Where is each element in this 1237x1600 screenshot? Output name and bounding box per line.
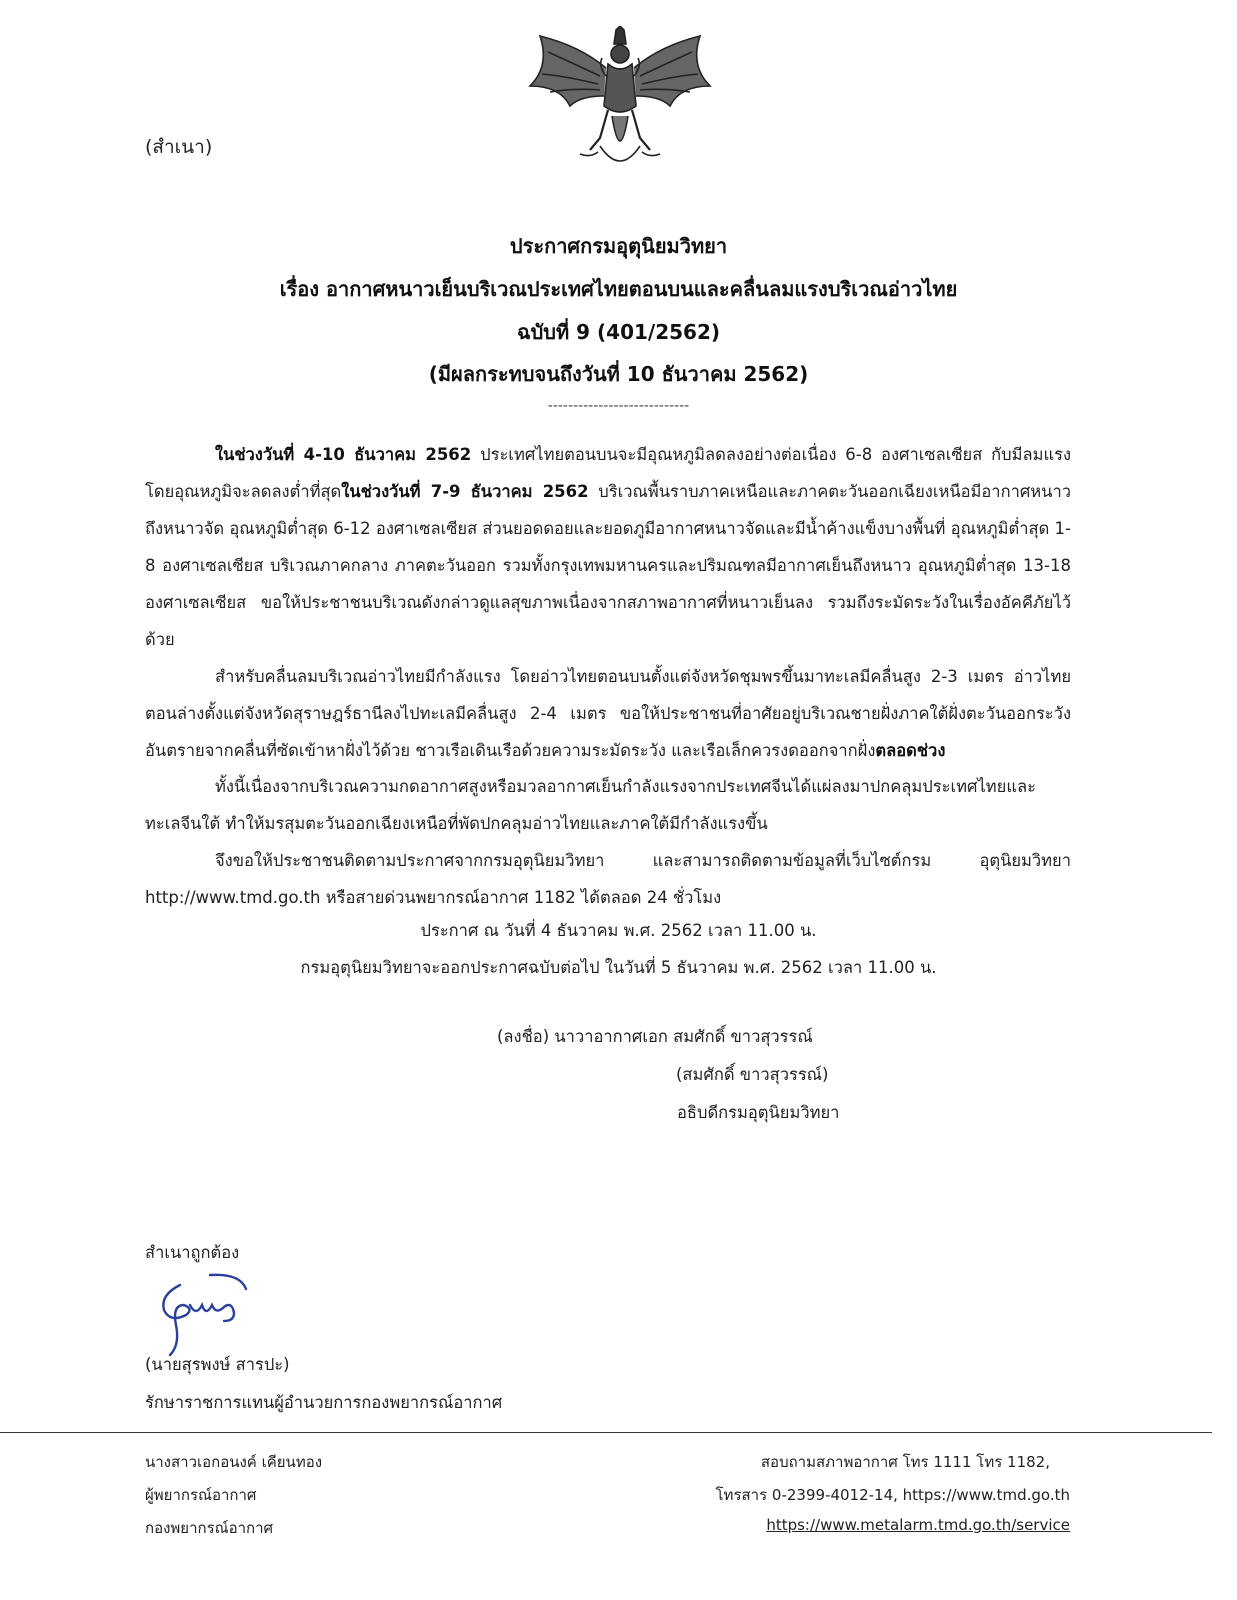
footer-divider [0, 1432, 1212, 1433]
paragraph-bold-dates: ในช่วงวันที่ 7-9 ธันวาคม 2562 [341, 482, 589, 501]
forecaster-title: ผู้พยากรณ์อากาศ [145, 1486, 257, 1504]
paragraph-bold-dates: ในช่วงวันที่ 4-10 ธันวาคม 2562 [215, 445, 472, 464]
signatory-name: (สมศักดิ์ ขาวสุวรรณ์) [676, 1065, 829, 1084]
paragraph-text: จึงขอให้ประชาชนติดตามประกาศจากกรมอุตุนิยมวิทยา และสามารถติดตามข้อมูลที่เว็บไซต์กรม อุตุนิยมวิทยา http://www.tmd.go.th หรือสายด่วนพยากรณ์อากาศ 1182 ได้ตลอด 24 ชั่วโมง [145, 851, 1071, 907]
paragraph-bold-text: ตลอดช่วง [875, 741, 946, 760]
metalarm-link-text[interactable]: https://www.metalarm.tmd.go.th/service [766, 1516, 1070, 1534]
next-announce-date: กรมอุตุนิยมวิทยาจะออกประกาศฉบับต่อไป ในวันที่ 5 ธันวาคม พ.ศ. 2562 เวลา 11.00 น. [300, 958, 937, 977]
paragraph-waves [145, 658, 1071, 769]
copy-mark: (สำเนา) [145, 136, 213, 158]
announcement-issue: ฉบับที่ 9 (401/2562) [516, 320, 721, 344]
certified-copy-label: สำเนาถูกต้อง [145, 1243, 240, 1262]
announcement-subject: เรื่อง อากาศหนาวเย็นบริเวณประเทศไทยตอนบนและคลื่นลมแรงบริเวณอ่าวไทย [279, 277, 958, 301]
paragraph-follow [145, 842, 1071, 916]
announcement-heading: ประกาศกรมอุตุนิยมวิทยา [509, 234, 728, 258]
certifier-position: รักษาราชการแทนผู้อำนวยการกองพยากรณ์อากาศ [145, 1393, 503, 1412]
signatory-signed: (ลงชื่อ) นาวาอากาศเอก สมศักดิ์ ขาวสุวรรณ์ [497, 1027, 813, 1046]
forecaster-name: นางสาวเอกอนงค์ เคียนทอง [145, 1453, 323, 1471]
title-divider: ---------------------------- [547, 398, 690, 414]
handwritten-signature [150, 1265, 250, 1360]
metalarm-link[interactable] [766, 1516, 1070, 1534]
contact-fax-website: โทรสาร 0-2399-4012-14, https://www.tmd.go.th [715, 1486, 1070, 1504]
announcement-effective: (มีผลกระทบจนถึงวันที่ 10 ธันวาคม 2562) [428, 362, 809, 386]
paragraph-cold-weather [145, 436, 1071, 658]
contact-phone: สอบถามสภาพอากาศ โทร 1111 โทร 1182, [760, 1453, 1050, 1471]
paragraph-text: บริเวณพื้นราบภาคเหนือและภาคตะวันออกเฉียงเหนือมีอากาศหนาวถึงหนาวจัด อุณหภูมิต่ำสุด 6-12 องศาเซลเซียส ส่วนยอดดอยและยอดภูมีอากาศหนาวจัดและมีน้ำค้างแข็งบางพื้นที่ อุณหภูมิต่ำสุด 1-8 องศาเซลเซียส บริเวณภาคกลาง ภาคตะวันออก รวมทั้งกรุงเทพมหานครและปริมณฑลมีอากาศเย็นถึงหนาว อุณหภูมิต่ำสุด 13-18 องศาเซลเซียส ขอให้ประชาชนบริเวณดังกล่าวดูแลสุขภาพเนื่องจากสภาพอากาศที่หนาวเย็นลง รวมถึงระมัดระวังในเรื่องอัคคีภัยไว้ด้วย [145, 482, 1071, 649]
paragraph-text: ประเทศไทยตอนบนจะมีอุณหภูมิลดลงอย่างต่อเนื่อง 6-8 องศาเซลเซียส กับมีลมแรง โดยอุณหภูมิจะลดลงต่ำที่สุด [145, 445, 1071, 501]
garuda-emblem-icon [520, 26, 720, 176]
paragraph-cause [145, 768, 1071, 842]
signatory-title: อธิบดีกรมอุตุนิยมวิทยา [677, 1103, 840, 1122]
paragraph-text: สำหรับคลื่นลมบริเวณอ่าวไทยมีกำลังแรง โดยอ่าวไทยตอนบนตั้งแต่จังหวัดชุมพรขึ้นมาทะเลมีคลื่นสูง 2-3 เมตร อ่าวไทยตอนล่างตั้งแต่จังหวัดสุราษฎร์ธานีลงไปทะเลมีคลื่นสูง 2-4 เมตร ขอให้ประชาชนที่อาศัยอยู่บริเวณชายฝั่งภาคใต้ฝั่งตะวันออกระวังอันตรายจากคลื่นที่ซัดเข้าหาฝั่งไว้ด้วย ชาวเรือเดินเรือด้วยความระมัดระวัง และเรือเล็กควรงดออกจากฝั่ง [145, 667, 1071, 760]
forecaster-division: กองพยากรณ์อากาศ [145, 1519, 274, 1537]
certifier-name: (นายสุรพงษ์ สารปะ) [145, 1355, 290, 1374]
paragraph-text: ทั้งนี้เนื่องจากบริเวณความกดอากาศสูงหรือมวลอากาศเย็นกำลังแรงจากประเทศจีนได้แผ่ลงมาปกคลุมประเทศไทยและทะเลจีนใต้ ทำให้มรสุมตะวันออกเฉียงเหนือที่พัดปกคลุมอ่าวไทยและภาคใต้มีกำลังแรงขึ้น [145, 777, 1036, 833]
announce-date: ประกาศ ณ วันที่ 4 ธันวาคม พ.ศ. 2562 เวลา 11.00 น. [420, 921, 817, 940]
